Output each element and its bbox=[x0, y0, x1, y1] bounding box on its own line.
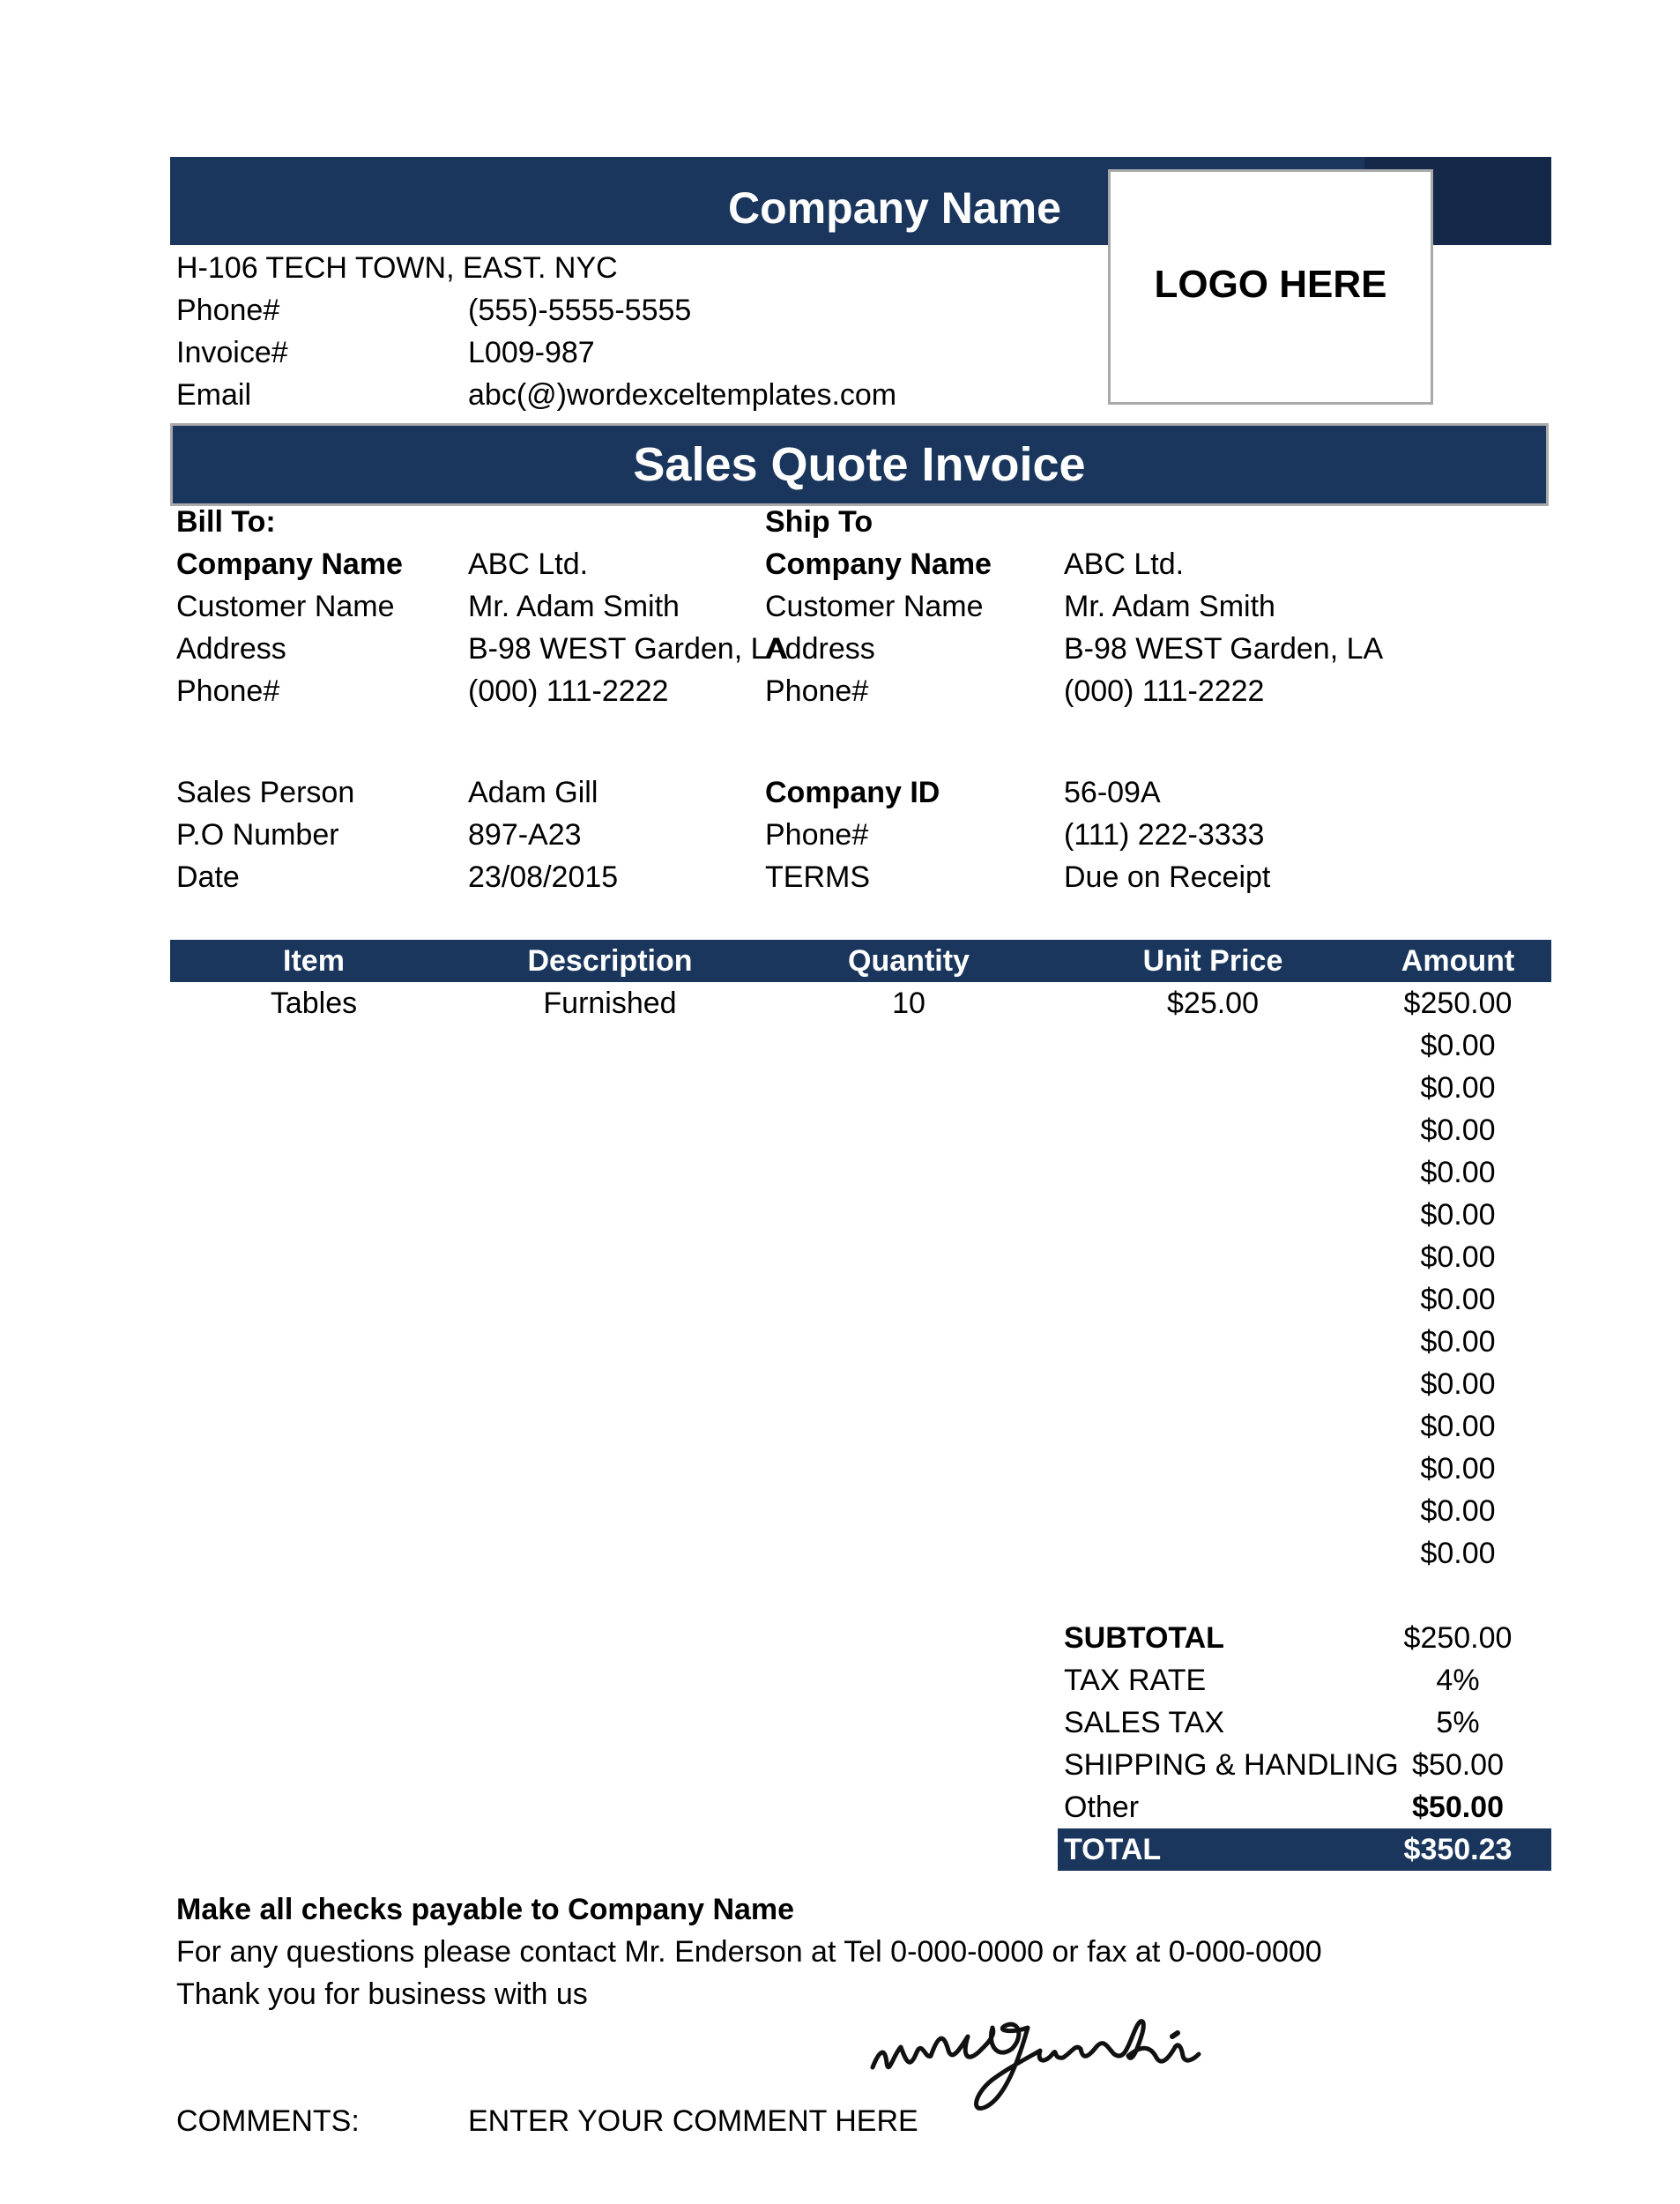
bill-to-heading: Bill To: bbox=[176, 505, 276, 539]
column-header-description: Description bbox=[527, 944, 693, 978]
shipping-label: SHIPPING & HANDLING bbox=[1064, 1748, 1399, 1782]
bill-to-phone-value: (000) 111-2222 bbox=[468, 674, 669, 708]
other-value: $50.00 bbox=[1412, 1791, 1504, 1824]
po-number-value: 897-A23 bbox=[468, 818, 582, 852]
row-amount: $0.00 bbox=[1420, 1494, 1496, 1528]
po-number-label: P.O Number bbox=[176, 818, 339, 852]
column-header-quantity: Quantity bbox=[848, 944, 970, 978]
logo-box bbox=[1108, 169, 1433, 405]
invoice-number-value: L009-987 bbox=[468, 336, 595, 369]
date-value: 23/08/2015 bbox=[468, 860, 619, 894]
bill-to-company-value: ABC Ltd. bbox=[468, 547, 589, 581]
row-amount: $0.00 bbox=[1420, 1325, 1496, 1359]
order-phone-label: Phone# bbox=[765, 818, 869, 852]
subtotal-label: SUBTOTAL bbox=[1064, 1621, 1224, 1655]
company-id-label: Company ID bbox=[765, 776, 940, 809]
row-amount: $0.00 bbox=[1420, 1410, 1496, 1443]
tax-rate-label: TAX RATE bbox=[1064, 1664, 1207, 1697]
column-header-unit-price: Unit Price bbox=[1142, 944, 1283, 978]
row-amount: $0.00 bbox=[1420, 1537, 1496, 1570]
row-amount: $0.00 bbox=[1420, 1156, 1496, 1189]
contact-note: For any questions please contact Mr. Enderson at Tel 0-000-0000 or fax at 0-000-0000 bbox=[176, 1935, 1322, 1969]
comments-value: ENTER YOUR COMMENT HERE bbox=[468, 2104, 918, 2138]
sales-tax-value: 5% bbox=[1436, 1706, 1480, 1739]
invoice-title: Sales Quote Invoice bbox=[633, 438, 1086, 491]
sales-person-value: Adam Gill bbox=[468, 776, 598, 809]
thank-you-note: Thank you for business with us bbox=[176, 1977, 588, 2011]
logo-placeholder-text: LOGO HERE bbox=[1154, 263, 1387, 306]
other-label: Other bbox=[1064, 1791, 1140, 1824]
company-address: H-106 TECH TOWN, EAST. NYC bbox=[176, 251, 618, 285]
order-phone-value: (111) 222-3333 bbox=[1064, 818, 1265, 852]
row-amount: $0.00 bbox=[1420, 1452, 1496, 1485]
terms-value: Due on Receipt bbox=[1064, 860, 1271, 894]
subtotal-value: $250.00 bbox=[1403, 1621, 1513, 1655]
column-header-amount: Amount bbox=[1401, 944, 1515, 978]
ship-to-address-label: Address bbox=[765, 632, 875, 666]
row-amount: $0.00 bbox=[1420, 1283, 1496, 1316]
sales-tax-label: SALES TAX bbox=[1064, 1706, 1225, 1739]
tax-rate-value: 4% bbox=[1436, 1664, 1480, 1697]
ship-to-phone-value: (000) 111-2222 bbox=[1064, 674, 1265, 708]
row-amount: $0.00 bbox=[1420, 1240, 1496, 1274]
total-label: TOTAL bbox=[1064, 1833, 1162, 1866]
email-label: Email bbox=[176, 378, 252, 412]
ship-to-company-label: Company Name bbox=[765, 547, 992, 581]
payable-note: Make all checks payable to Company Name bbox=[176, 1893, 795, 1926]
row-amount: $0.00 bbox=[1420, 1071, 1496, 1105]
bill-to-phone-label: Phone# bbox=[176, 674, 280, 708]
ship-to-customer-label: Customer Name bbox=[765, 590, 984, 623]
email-value: abc(@)wordexceltemplates.com bbox=[468, 378, 897, 412]
bill-to-customer-value: Mr. Adam Smith bbox=[468, 590, 680, 623]
bill-to-address-label: Address bbox=[176, 632, 286, 666]
signature bbox=[864, 1975, 1260, 2125]
row-amount: $0.00 bbox=[1420, 1367, 1496, 1401]
row-unit-price: $25.00 bbox=[1167, 987, 1259, 1020]
terms-label: TERMS bbox=[765, 860, 870, 894]
total-value: $350.23 bbox=[1403, 1833, 1513, 1866]
ship-to-company-value: ABC Ltd. bbox=[1064, 547, 1185, 581]
bill-to-company-label: Company Name bbox=[176, 547, 403, 581]
company-phone-value: (555)-5555-5555 bbox=[468, 294, 692, 327]
bill-to-address-value: B-98 WEST Garden, LA bbox=[468, 632, 788, 666]
company-name-title: Company Name bbox=[728, 183, 1061, 233]
ship-to-phone-label: Phone# bbox=[765, 674, 869, 708]
row-amount: $0.00 bbox=[1420, 1029, 1496, 1062]
row-amount: $250.00 bbox=[1403, 987, 1513, 1020]
comments-label: COMMENTS: bbox=[176, 2104, 360, 2138]
invoice-number-label: Invoice# bbox=[176, 336, 288, 369]
ship-to-heading: Ship To bbox=[765, 505, 873, 539]
sales-person-label: Sales Person bbox=[176, 776, 355, 809]
ship-to-customer-value: Mr. Adam Smith bbox=[1064, 590, 1275, 623]
row-quantity: 10 bbox=[892, 987, 925, 1020]
ship-to-address-value: B-98 WEST Garden, LA bbox=[1064, 632, 1384, 666]
row-item: Tables bbox=[270, 987, 358, 1020]
column-header-item: Item bbox=[283, 944, 345, 978]
row-amount: $0.00 bbox=[1420, 1113, 1496, 1147]
bill-to-customer-label: Customer Name bbox=[176, 590, 395, 623]
date-label: Date bbox=[176, 860, 240, 894]
company-phone-label: Phone# bbox=[176, 294, 280, 327]
company-id-value: 56-09A bbox=[1064, 776, 1161, 809]
shipping-value: $50.00 bbox=[1412, 1748, 1504, 1782]
row-description: Furnished bbox=[543, 987, 677, 1020]
row-amount: $0.00 bbox=[1420, 1198, 1496, 1232]
